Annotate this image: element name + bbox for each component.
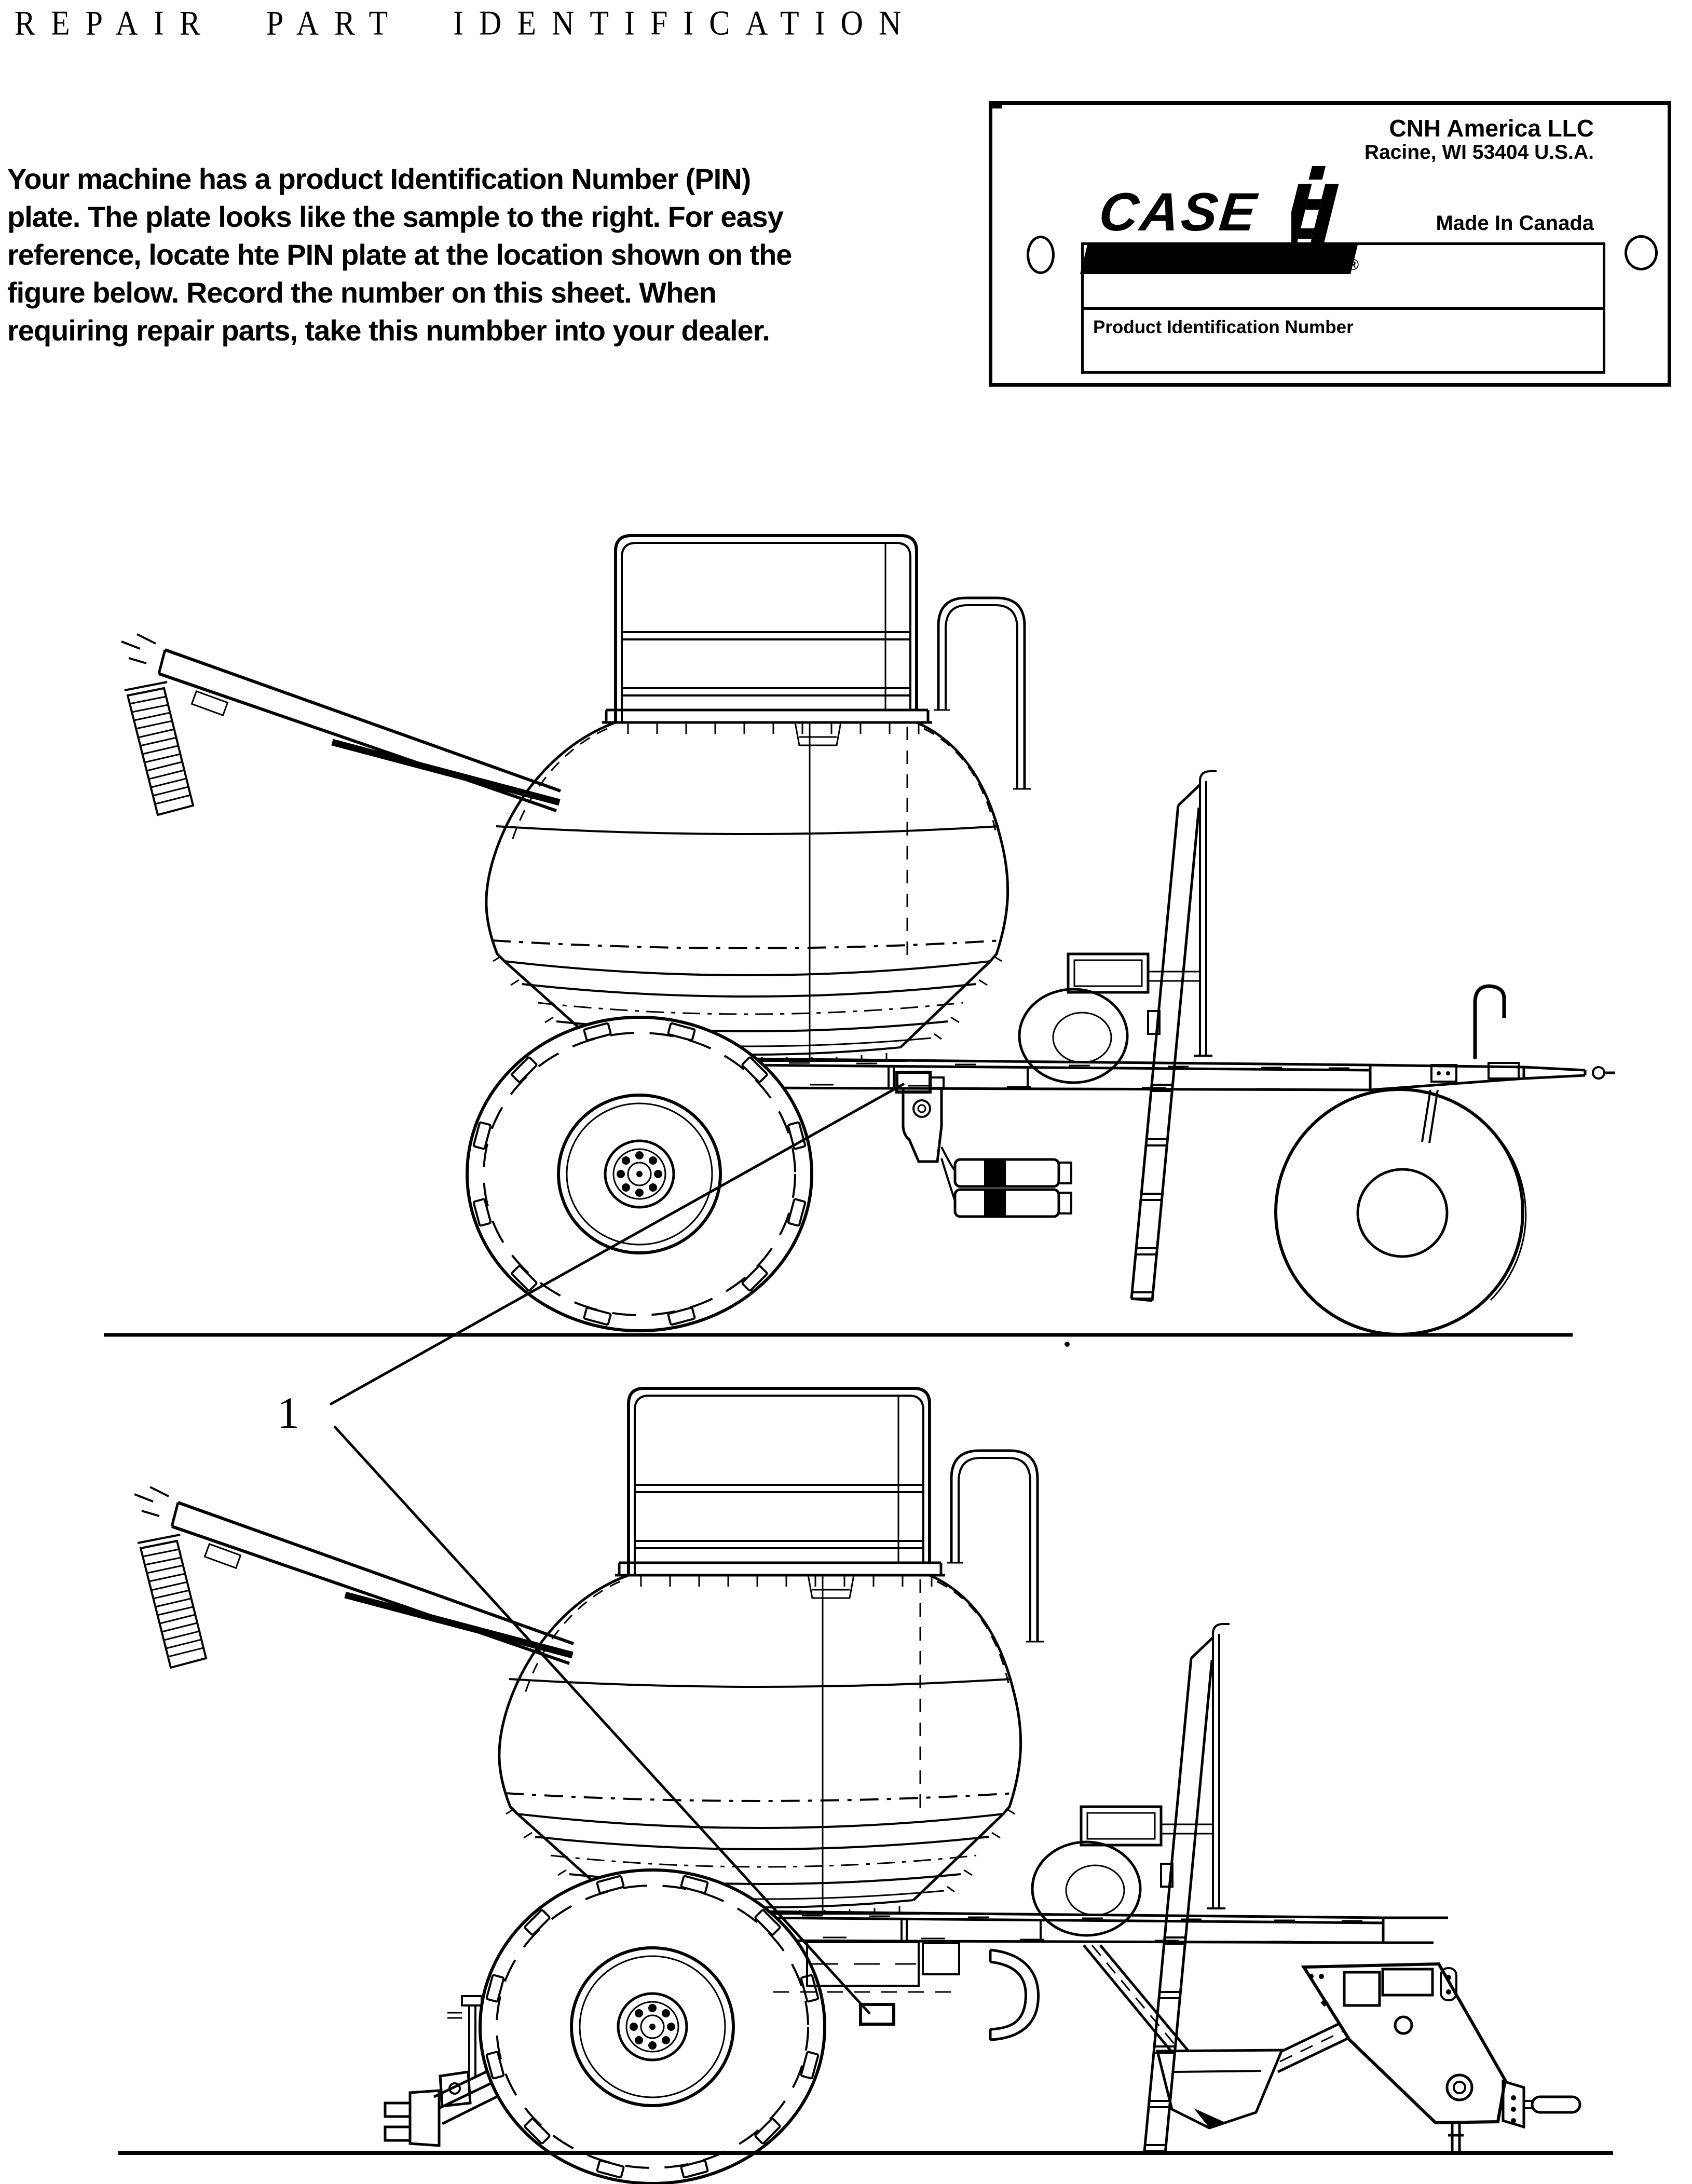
intro-line: reference, locate hte PIN plate at the location shown on the — [7, 238, 792, 271]
registered-trademark-symbol: ® — [1347, 256, 1359, 274]
intro-line: requiring repair parts, take this numbber into your dealer. — [7, 314, 770, 347]
model-number-label: Model Number — [1093, 252, 1220, 272]
intro-line: Your machine has a product Identification Number (PIN) — [7, 162, 751, 195]
jack-stand — [1448, 2123, 1464, 2153]
case-brand-text: CASE — [1096, 182, 1261, 242]
plate-company-name: CNH America LLC — [1389, 115, 1594, 142]
plate-origin-text: Made In Canada — [1436, 212, 1594, 235]
intro-line: plate. The plate looks like the sample to the right. For easy — [7, 200, 783, 233]
product-identification-number-label: Product Identification Number — [1093, 317, 1354, 337]
figure-bottom-cart — [118, 1388, 1613, 2183]
page-title: REPAIR PART IDENTIFICATION — [15, 4, 917, 43]
figure-top-cart — [104, 536, 1615, 1404]
intro-line: figure below. Record the number on this sheet. When — [7, 276, 716, 309]
plate-company-address: Racine, WI 53404 U.S.A. — [1364, 141, 1594, 163]
callout-label-1: 1 — [277, 1388, 299, 1438]
